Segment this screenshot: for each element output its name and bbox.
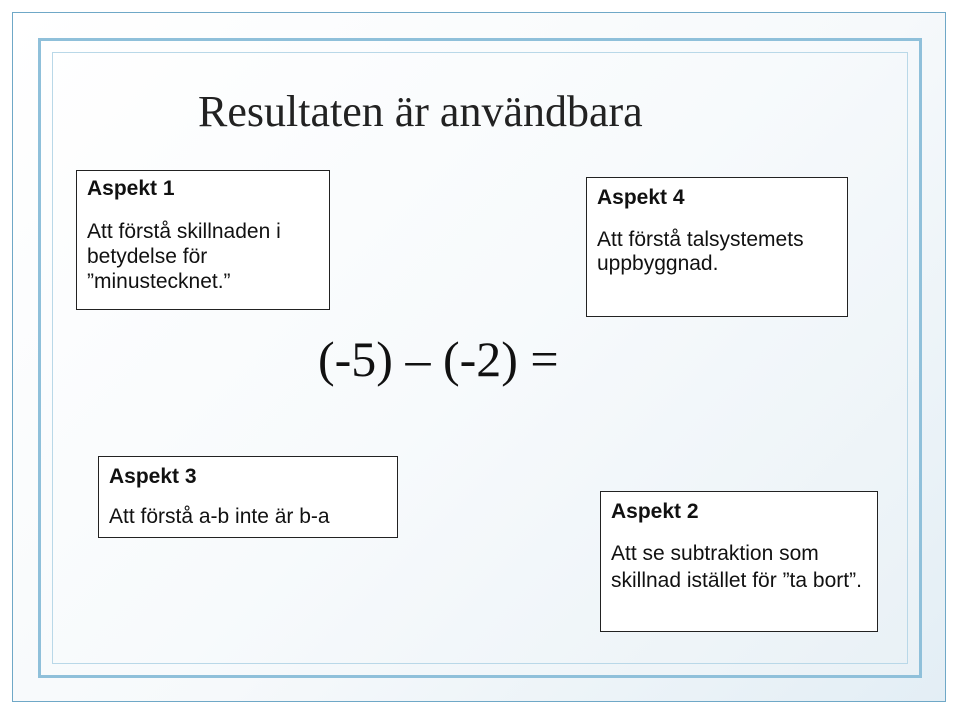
aspekt-2-box <box>600 491 878 632</box>
aspekt-1-text: Att förstå skillnaden i betydelse för ”minustecknet.” <box>87 220 281 293</box>
equation: (-5) – (-2) = <box>318 331 559 387</box>
aspekt-4-text: Att förstå talsystemets uppbyggnad. <box>597 228 804 275</box>
aspekt-4-box <box>586 177 848 317</box>
aspekt-2-heading: Aspekt 2 <box>611 500 699 523</box>
slide-title: Resultaten är användbara <box>198 87 643 136</box>
aspekt-1-box <box>76 170 330 310</box>
aspekt-1-heading: Aspekt 1 <box>87 177 175 200</box>
aspekt-3-text: Att förstå a-b inte är b-a <box>109 505 330 528</box>
aspekt-3-heading: Aspekt 3 <box>109 465 197 488</box>
aspekt-3-box <box>98 456 398 538</box>
aspekt-4-heading: Aspekt 4 <box>597 186 685 209</box>
aspekt-2-text: Att se subtraktion som skillnad istället för ”ta bort”. <box>611 542 862 592</box>
